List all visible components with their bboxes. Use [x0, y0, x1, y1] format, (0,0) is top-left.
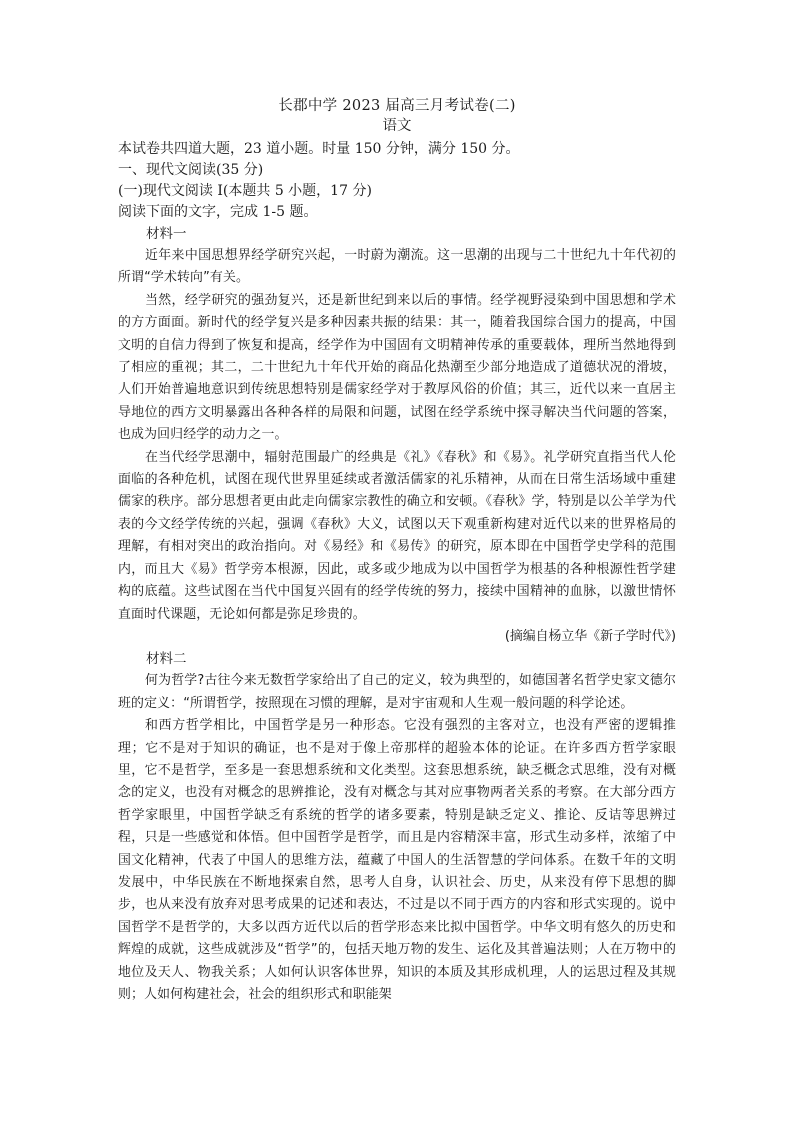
subject-title: 语文 [382, 118, 412, 134]
material-one-source: (摘编自杨立华《新子学时代》) [504, 628, 676, 644]
material-two-paragraph: 何为哲学?古往今来无数哲学家给出了自己的定义，较为典型的，如德国著名哲学史家文德尔班的定义：“所谓哲学，按照现在习惯的理解，是对宇宙观和人生观一般问题的科学论述。 [118, 673, 676, 711]
material-one-paragraph: 在当代经学思潮中，辐射范围最广的经典是《礼》《春秋》和《易》。礼学研究直指当代人伦面临的各种危机，试图在现代世界里延续或者激活儒家的礼乐精神，从而在日常生活场域中重建儒家的秩序。部分思想者更由此走向儒家宗教性的确立和安顿。《春秋》学，特别是以公羊学为代表的今文经学传统的兴起，强调《春秋》大义，试图以天下观重新构建对近代以来的世界格局的理解，有相对突出的政治指向。对《易经》和《易传》的研究，原本即在中国哲学史学科的范围内，而且大《易》哲学旁本根源，因此，或多或少地成为以中国哲学为根基的各种根源性哲学建构的底蕴。这些试图在当代中国复兴固有的经学传统的努力，接续中国精神的血脉，以激世情怀直面时代课题，无论如何都是弥足珍贵的。 [118, 449, 676, 622]
exam-info: 本试卷共四道大题，23 道小题。时量 150 分钟，满分 150 分。 [118, 141, 520, 157]
reading-instruction: 阅读下面的文字，完成 1-5 题。 [118, 204, 318, 220]
material-one-paragraph: 近年来中国思想界经学研究兴起，一时蔚为潮流。这一思潮的出现与二十世纪九十年代初的所谓“学术转向”有关。 [118, 248, 676, 286]
material-one-heading: 材料一 [146, 226, 187, 242]
section-heading: 一、现代文阅读(35 分) [118, 162, 264, 178]
material-one-paragraph: 当然，经学研究的强劲复兴，还是新世纪到来以后的事情。经学视野浸染到中国思想和学术的方方面面。新时代的经学复兴是多种因素共振的结果：其一，随着我国综合国力的提高，中国文明的自信力得到了恢复和提高，经学作为中国固有文明精神传承的重要载体，理所当然地得到了相应的重视；其二，二十世纪九十年代开始的商品化热潮至少部分地造成了道德状况的滑坡，人们开始普遍地意识到传统思想特别是儒家经学对于教厚风俗的价值；其三，近代以来一直居主导地位的西方文明暴露出各种各样的局限和问题，试图在经学系统中探寻解决当代问题的答案，也成为回归经学的动力之一。 [118, 292, 676, 443]
exam-title: 长郡中学 2023 届高三月考试卷(二) [278, 98, 516, 114]
material-two-heading: 材料二 [146, 651, 187, 668]
material-two-paragraph: 和西方哲学相比，中国哲学是另一种形态。它没有强烈的主客对立，也没有严密的逻辑推理；它不是对于知识的确证，也不是对于像上帝那样的超验本体的论证。在许多西方哲学家眼里，它不是哲学，至多是一套思想系统和文化类型。这套思想系统，缺乏概念式思维，没有对概念的定义，也没有对概念的思辨推论，没有对概念与其对应事物两者关系的考察。在大部分西方哲学家眼里，中国哲学缺乏有系统的哲学的诸多要素，特别是缺乏定义、推论、反诘等思辨过程，只是一些感觉和体悟。但中国哲学是哲学，而且是内容精深丰富，形式生动多样，浓缩了中国文化精神，代表了中国人的思维方法，蕴藏了中国人的生活智慧的学问体系。在数千年的文明发展中，中华民族在不断地探索自然，思考人自身，认识社会、历史，从来没有停下思想的脚步，也从来没有放弃对思考成果的记述和表达，不过是以不同于西方的内容和形式实现的。说中国哲学不是哲学的，大多以西方近代以后的哲学形态来比拟中国哲学。中华文明有悠久的历史和辉煌的成就，这些成就涉及“哲学”的，包括天地万物的发生、运化及其普遍法则；人在万物中的地位及天人、物我关系；人如何认识客体世界，知识的本质及其形成机理，人的运思过程及其规则；人如何构建社会，社会的组织形式和职能架 [118, 718, 676, 1002]
subsection-heading: (一)现代文阅读 I(本题共 5 小题，17 分) [118, 183, 372, 199]
